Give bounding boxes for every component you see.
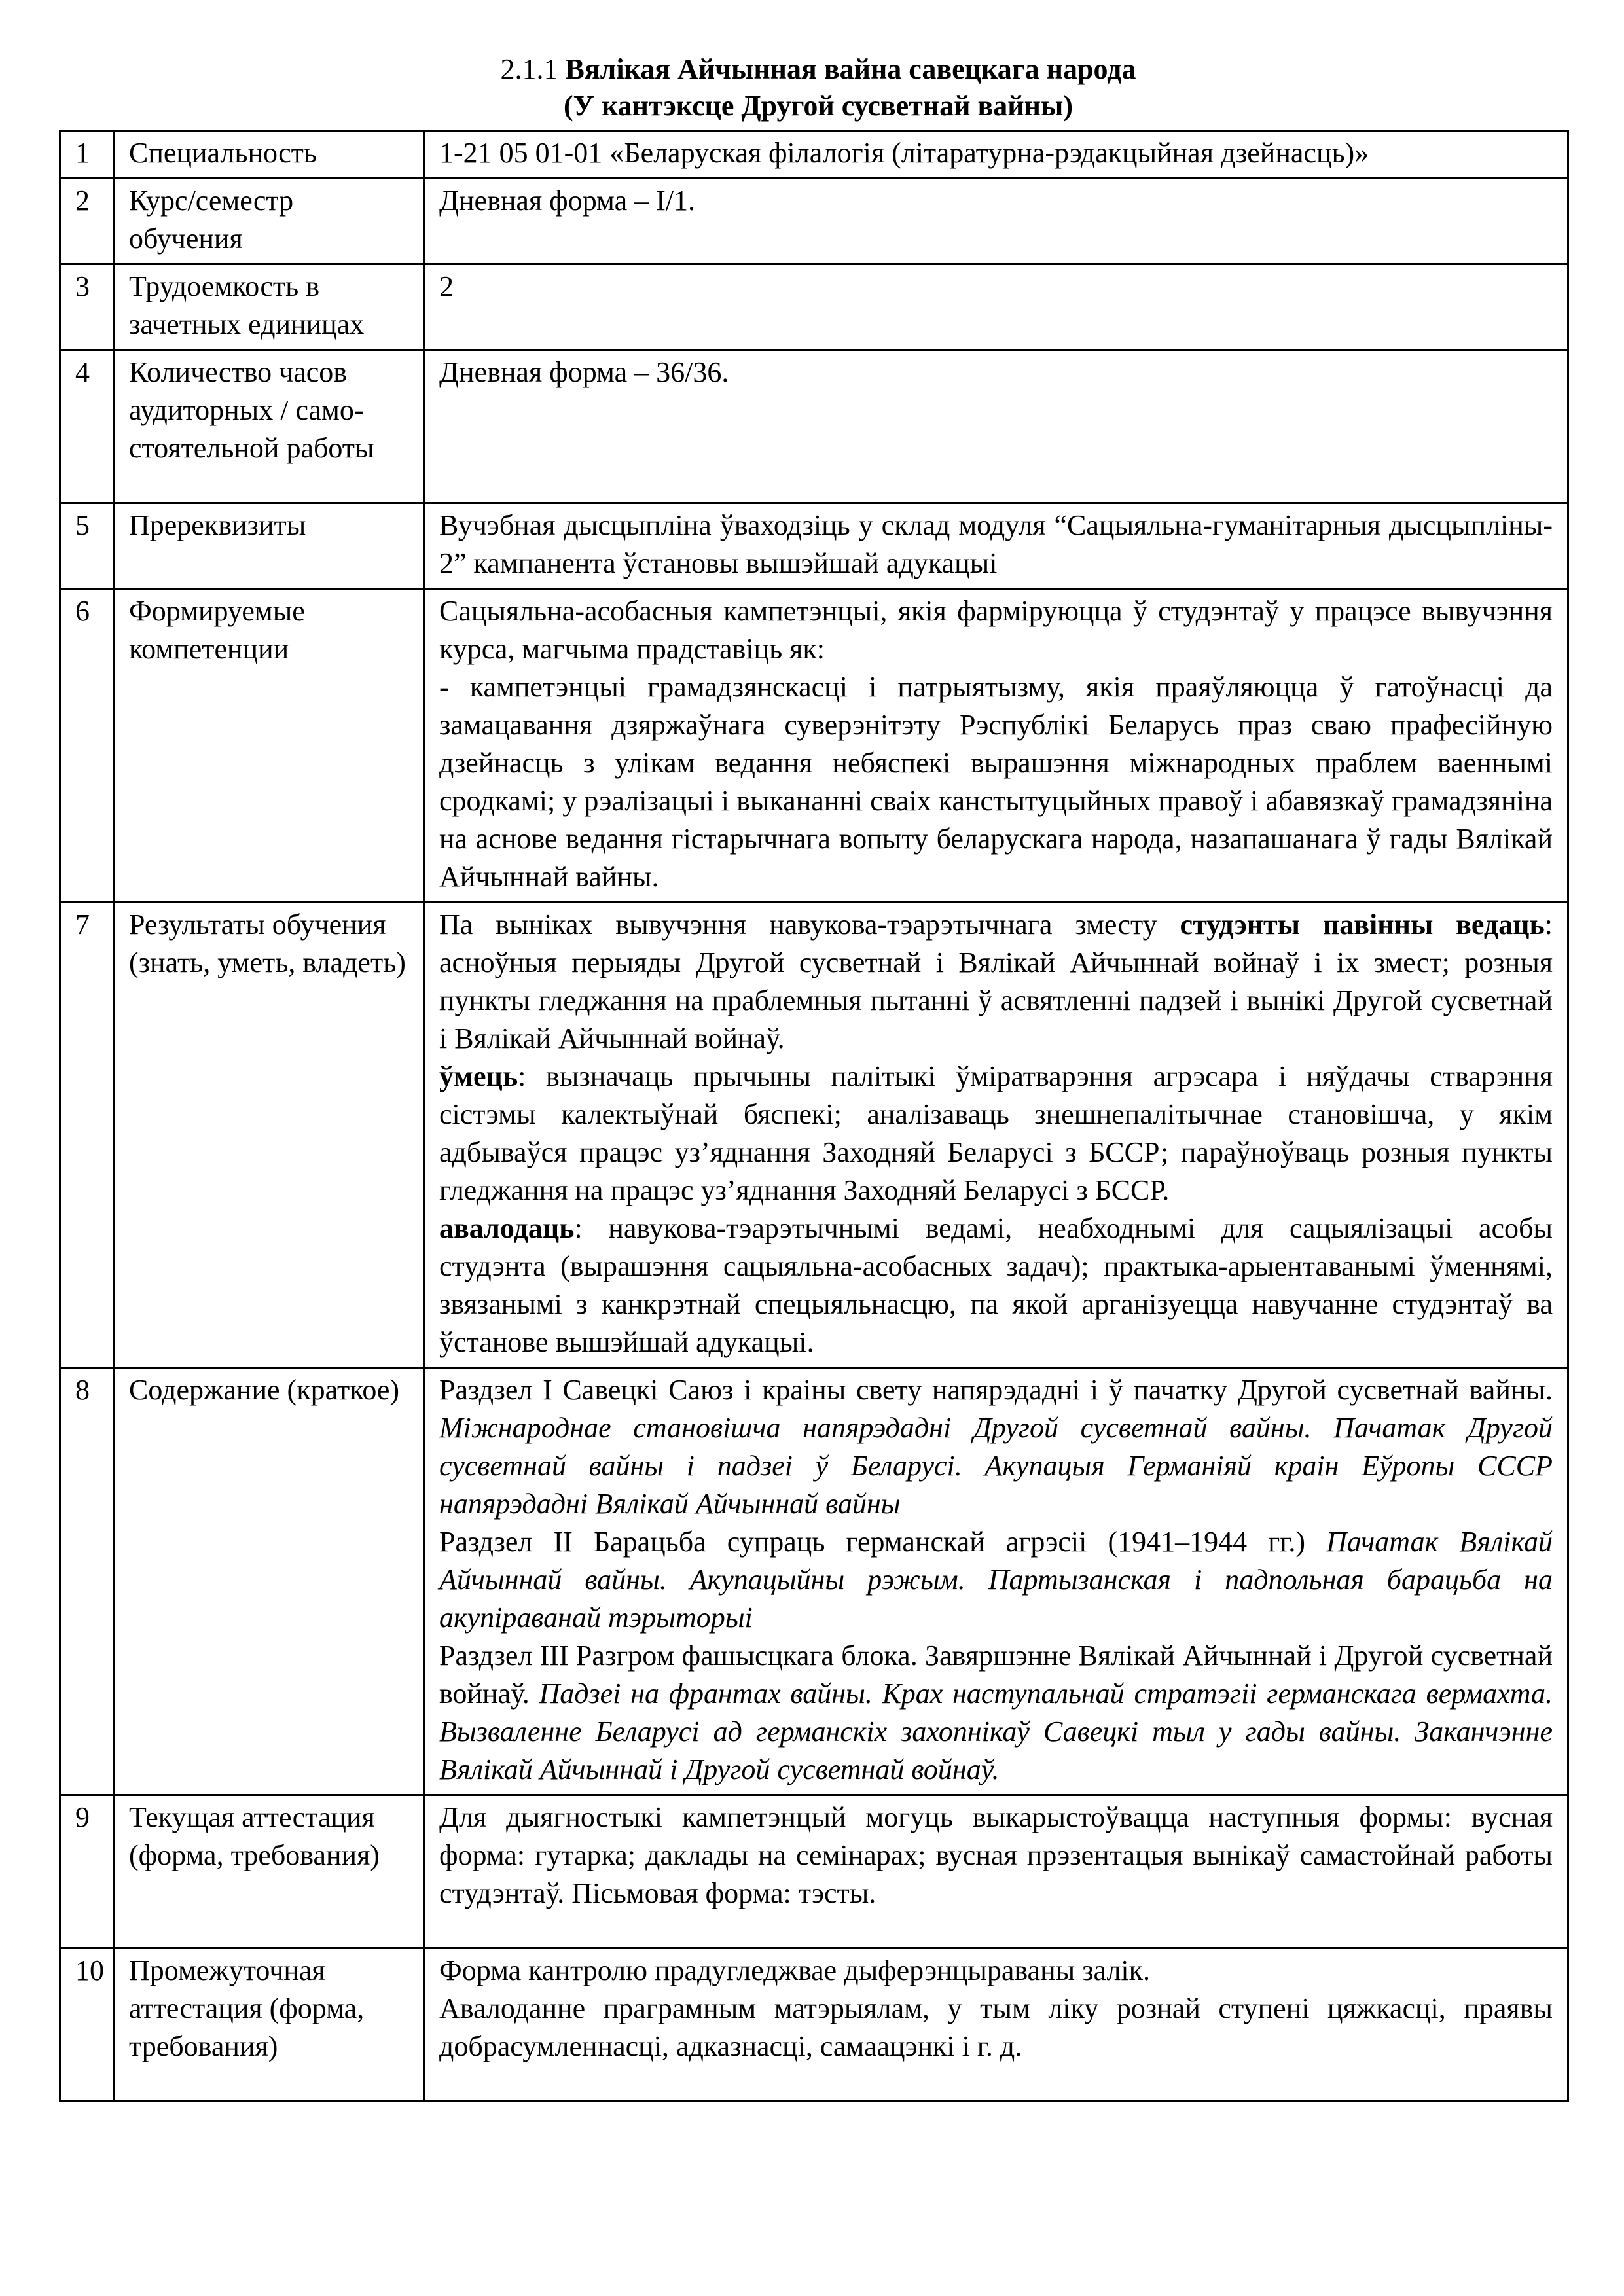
row-number: 9: [60, 1795, 114, 1948]
table-row: [60, 503, 1568, 589]
row-label: Текущая аттестация (форма, требования): [114, 1795, 424, 1948]
row-value: Дневная форма – I/1.: [424, 179, 1568, 264]
content-section-3: Раздзел ІІІ Разгром фашысцкага блока. Завяршэнне Вялікай Айчыннай і Другой сусветнай войнаў. Падзеі на франтах вайны. Крах наступальнай стратэгіі германскага вермахта. Вызваленне Беларусі ад германскіх захопнікаў Савецкі тыл у гады вайны. Заканчэнне Вялікай Айчыннай і Другой сусветнай войнаў.: [439, 1640, 1553, 1785]
content-section-2: Раздзел ІІ Барацьба супраць германскай агрэсіі (1941–1944 гг.) Пачатак Вялікай Айчыннай вайны. Акупацыйны рэжым. Партызанская і падпольная барацьба на акупіраванай тэрыторыі: [439, 1526, 1553, 1634]
row-value: [424, 903, 1568, 1368]
know-keyword: студэнты павінны ведаць: [1180, 908, 1545, 941]
row-number: 10: [60, 1948, 114, 2102]
row-label: Результаты обучения (знать, уметь, владеть): [114, 903, 424, 1368]
table-row: [60, 179, 1568, 264]
control-form: Форма кантролю прадугледжвае дыферэнцыраваны залік.: [439, 1954, 1151, 1986]
row-label: Содержание (краткое): [114, 1368, 424, 1795]
row-number: 4: [60, 350, 114, 503]
table-row: [60, 589, 1568, 903]
skills-keyword: ўмець: [439, 1060, 518, 1092]
table-row: [60, 350, 1568, 503]
table-row: [60, 264, 1568, 350]
heading-title-line: [59, 51, 1578, 88]
outcome-skills: ўмець: вызначаць прычыны палітыкі ўміратварэння агрэсара і няўдачы стварэння сістэмы калектыўнай бяспекі; аналізаваць знешнепалітычнае становішча, у якім адбываўся працэс уз’яднання Заходняй Беларусі з БССР; параўноўваць розныя пункты гледжання на працэс уз’яднання Заходняй Беларусі з БССР.: [439, 1060, 1553, 1206]
row-number: 7: [60, 903, 114, 1368]
row-number: 1: [60, 131, 114, 179]
row-value: [424, 1368, 1568, 1795]
competence-item: - кампетэнцыі грамадзянскасці і патрыятызму, якія праяўляюцца ў гатоўнасці да замацавання дзяржаўнага суверэнітэту Рэспублікі Беларусь праз сваю прафесійную дзейнасць з улікам ведання небяспекі вырашэння міжнародных праблем ваеннымі сродкамі; у рэалізацыі і выкананні сваіх канстытуцыйных правоў і абавязкаў грамадзяніна на аснове ведання гістарычнага вопыту беларускага народа, назапашанага ў гады Вялікай Айчыннай вайны.: [439, 671, 1553, 893]
row-value: 1-21 05 01-01 «Беларуская філалогія (літаратурна-рэдакцыйная дзейнасць)»: [424, 131, 1568, 179]
document-heading: [59, 51, 1578, 124]
row-label: Количество часов аудиторных / само-стоятельной работы: [114, 350, 424, 503]
outcome-master: авалодаць: навукова-тэарэтычнымі ведамі, неабходнымі для сацыялізацыі асобы студэнта (вырашэння сацыяльна-асобасных задач); практыка-арыентаванымі ўменнямі, звязанымі з канкрэтнай спецыяльнасцю, па якой арганізуецца навучанне студэнтаў ва ўстанове вышэйшай адукацыі.: [439, 1212, 1553, 1358]
table-row: [60, 1368, 1568, 1795]
discipline-title: Вялікая Айчынная вайна савецкага народа: [565, 53, 1136, 85]
row-number: 5: [60, 503, 114, 589]
table-row: [60, 903, 1568, 1368]
row-label: Курс/семестр обучения: [114, 179, 424, 264]
competence-intro: Сацыяльна-асобасныя кампетэнцыі, якія фарміруюцца ў студэнтаў у працэсе вывучэння курса, магчыма прадставіць як:: [439, 595, 1553, 665]
row-number: 6: [60, 589, 114, 903]
outcome-know: Па выніках вывучэння навукова-тэарэтычнага зместу студэнты павінны ведаць: асноўныя перыяды Другой сусветнай і Вялікай Айчыннай войнаў і іх змест; розныя пункты гледжання на праблемныя пытанні ў асвятленні падзей і вынікі Другой сусветнай і Вялікай Айчыннай войнаў.: [439, 908, 1553, 1054]
course-description-table: [59, 130, 1569, 2102]
content-section-1: Раздзел І Савецкі Саюз і краіны свету напярэдадні і ў пачатку Другой сусветнай вайны. Міжнароднае становішча напярэдадні Другой сусветнай вайны. Пачатак Другой сусветнай вайны і падзеі ў Беларусі. Акупацыя Германіяй краін Еўропы СССР напярэдадні Вялікай Айчыннай вайны: [439, 1374, 1553, 1520]
row-number: 8: [60, 1368, 114, 1795]
row-label: Промежуточная аттестация (форма, требования): [114, 1948, 424, 2102]
row-number: 2: [60, 179, 114, 264]
row-label: Трудоемкость в зачетных единицах: [114, 264, 424, 350]
row-value: Вучэбная дысцыпліна ўваходзіць у склад модуля “Сацыяльна-гуманітарныя дысцыпліны- 2” кампанента ўстановы вышэйшай адукацыі: [424, 503, 1568, 589]
table-row: [60, 1948, 1568, 2102]
discipline-subtitle: (У кантэксце Другой сусветнай вайны): [564, 90, 1073, 122]
control-requirements: Авалоданне праграмным матэрыялам, у тым ліку рознай ступені цяжкасці, праявы добрасумленнасці, адказнасці, самаацэнкі і г. д.: [439, 1992, 1553, 2062]
section-number: 2.1.1: [500, 53, 566, 85]
row-value: Дневная форма – 36/36.: [424, 350, 1568, 503]
row-value: [424, 589, 1568, 903]
table-row: [60, 131, 1568, 179]
row-value: Для дыягностыкі кампетэнцый могуць выкарыстоўвацца наступныя формы: вусная форма: гутарка; даклады на семінарах; вусная прэзентацыя вынікаў самастойнай работы студэнтаў. Пісьмовая форма: тэсты.: [424, 1795, 1568, 1948]
row-label: Формируемые компетенции: [114, 589, 424, 903]
master-keyword: авалодаць: [439, 1212, 575, 1244]
row-label: Пререквизиты: [114, 503, 424, 589]
table-row: [60, 1795, 1568, 1948]
row-value: 2: [424, 264, 1568, 350]
heading-subtitle-line: [59, 88, 1578, 124]
row-value: [424, 1948, 1568, 2102]
row-number: 3: [60, 264, 114, 350]
row-label: Специальность: [114, 131, 424, 179]
